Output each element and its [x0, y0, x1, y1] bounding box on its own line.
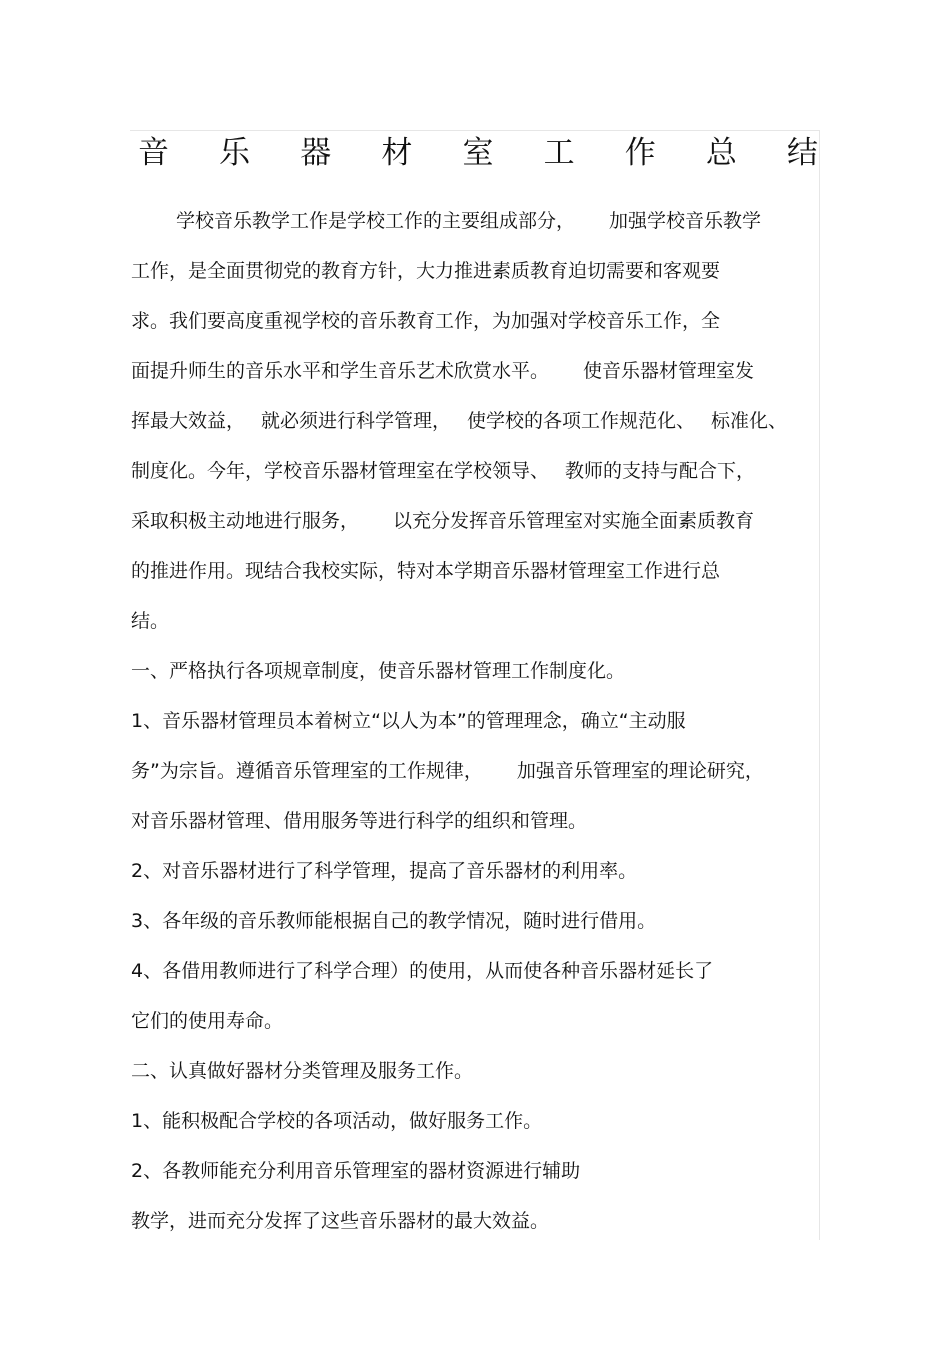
- intro-line-9: 结。: [131, 610, 170, 632]
- text-run: 学校音乐教学工作是学校工作的主要组成部分，: [176, 210, 576, 232]
- section-2-item-1: 1、能积极配合学校的各项活动，做好服务工作。: [131, 1110, 543, 1132]
- intro-line-6: [131, 456, 755, 486]
- intro-line-4: [131, 356, 754, 386]
- text-run: 制度化。今年，学校音乐器材管理室在学校领导、: [131, 460, 550, 482]
- text-run: 采取积极主动地进行服务，: [131, 510, 360, 532]
- page-border-right: [819, 130, 820, 1240]
- section-1-item-4-line-2: 它们的使用寿命。: [131, 1010, 284, 1032]
- title-char: 室: [462, 135, 494, 171]
- intro-line-1: [176, 206, 761, 236]
- document-title: [130, 128, 820, 178]
- section-1-item-4-line-1: 4、各借用教师进行了科学合理）的使用，从而使各种音乐器材延长了: [131, 960, 714, 982]
- text-run: 使学校的各项工作规范化、: [467, 410, 696, 432]
- title-char: 结: [787, 135, 818, 171]
- text-run: 面提升师生的音乐水平和学生音乐艺术欣赏水平。: [131, 360, 550, 382]
- section-2-heading: 二、认真做好器材分类管理及服务工作。: [131, 1060, 474, 1082]
- text-run: 就必须进行科学管理，: [261, 410, 452, 432]
- text-run: 务”为宗旨。遵循音乐管理室的工作规律，: [131, 760, 483, 782]
- title-char: 材: [381, 135, 413, 171]
- text-run: 使音乐器材管理室发: [583, 360, 755, 382]
- section-1-item-1-line-1: 1、音乐器材管理员本着树立“以人为本”的管理理念，确立“主动服: [131, 710, 686, 732]
- text-run: 加强学校音乐教学: [609, 210, 762, 232]
- title-char: 工: [543, 135, 575, 171]
- intro-line-5: [131, 406, 787, 436]
- text-run: 加强音乐管理室的理论研究，: [516, 760, 764, 782]
- title-char: 器: [300, 135, 332, 171]
- text-run: 挥最大效益，: [131, 410, 246, 432]
- text-run: 教师的支持与配合下，: [565, 460, 756, 482]
- title-char: 音: [138, 135, 169, 171]
- title-char: 乐: [219, 135, 251, 171]
- intro-line-8: 的推进作用。现结合我校实际，特对本学期音乐器材管理室工作进行总: [131, 560, 721, 582]
- text-run: 以充分发挥音乐管理室对实施全面素质教育: [393, 510, 755, 532]
- section-1-item-3: 3、各年级的音乐教师能根据自己的教学情况，随时进行借用。: [131, 910, 657, 932]
- intro-line-3: 求。我们要高度重视学校的音乐教育工作，为加强对学校音乐工作，全: [131, 310, 721, 332]
- text-run: 标准化、: [711, 410, 788, 432]
- intro-line-2: 工作，是全面贯彻党的教育方针，大力推进素质教育迫切需要和客观要: [131, 260, 721, 282]
- title-char: 总: [705, 135, 737, 171]
- title-char: 作: [624, 135, 656, 171]
- section-1-item-2: 2、对音乐器材进行了科学管理，提高了音乐器材的利用率。: [131, 860, 638, 882]
- section-2-item-2-line-1: 2、各教师能充分利用音乐管理室的器材资源进行辅助: [131, 1160, 581, 1182]
- section-1-item-1-line-2: [131, 756, 764, 786]
- section-2-item-2-line-2: 教学，进而充分发挥了这些音乐器材的最大效益。: [131, 1210, 550, 1232]
- section-1-heading: 一、严格执行各项规章制度，使音乐器材管理工作制度化。: [131, 660, 626, 682]
- intro-line-7: [131, 506, 754, 536]
- section-1-item-1-line-3: 对音乐器材管理、借用服务等进行科学的组织和管理。: [131, 810, 588, 832]
